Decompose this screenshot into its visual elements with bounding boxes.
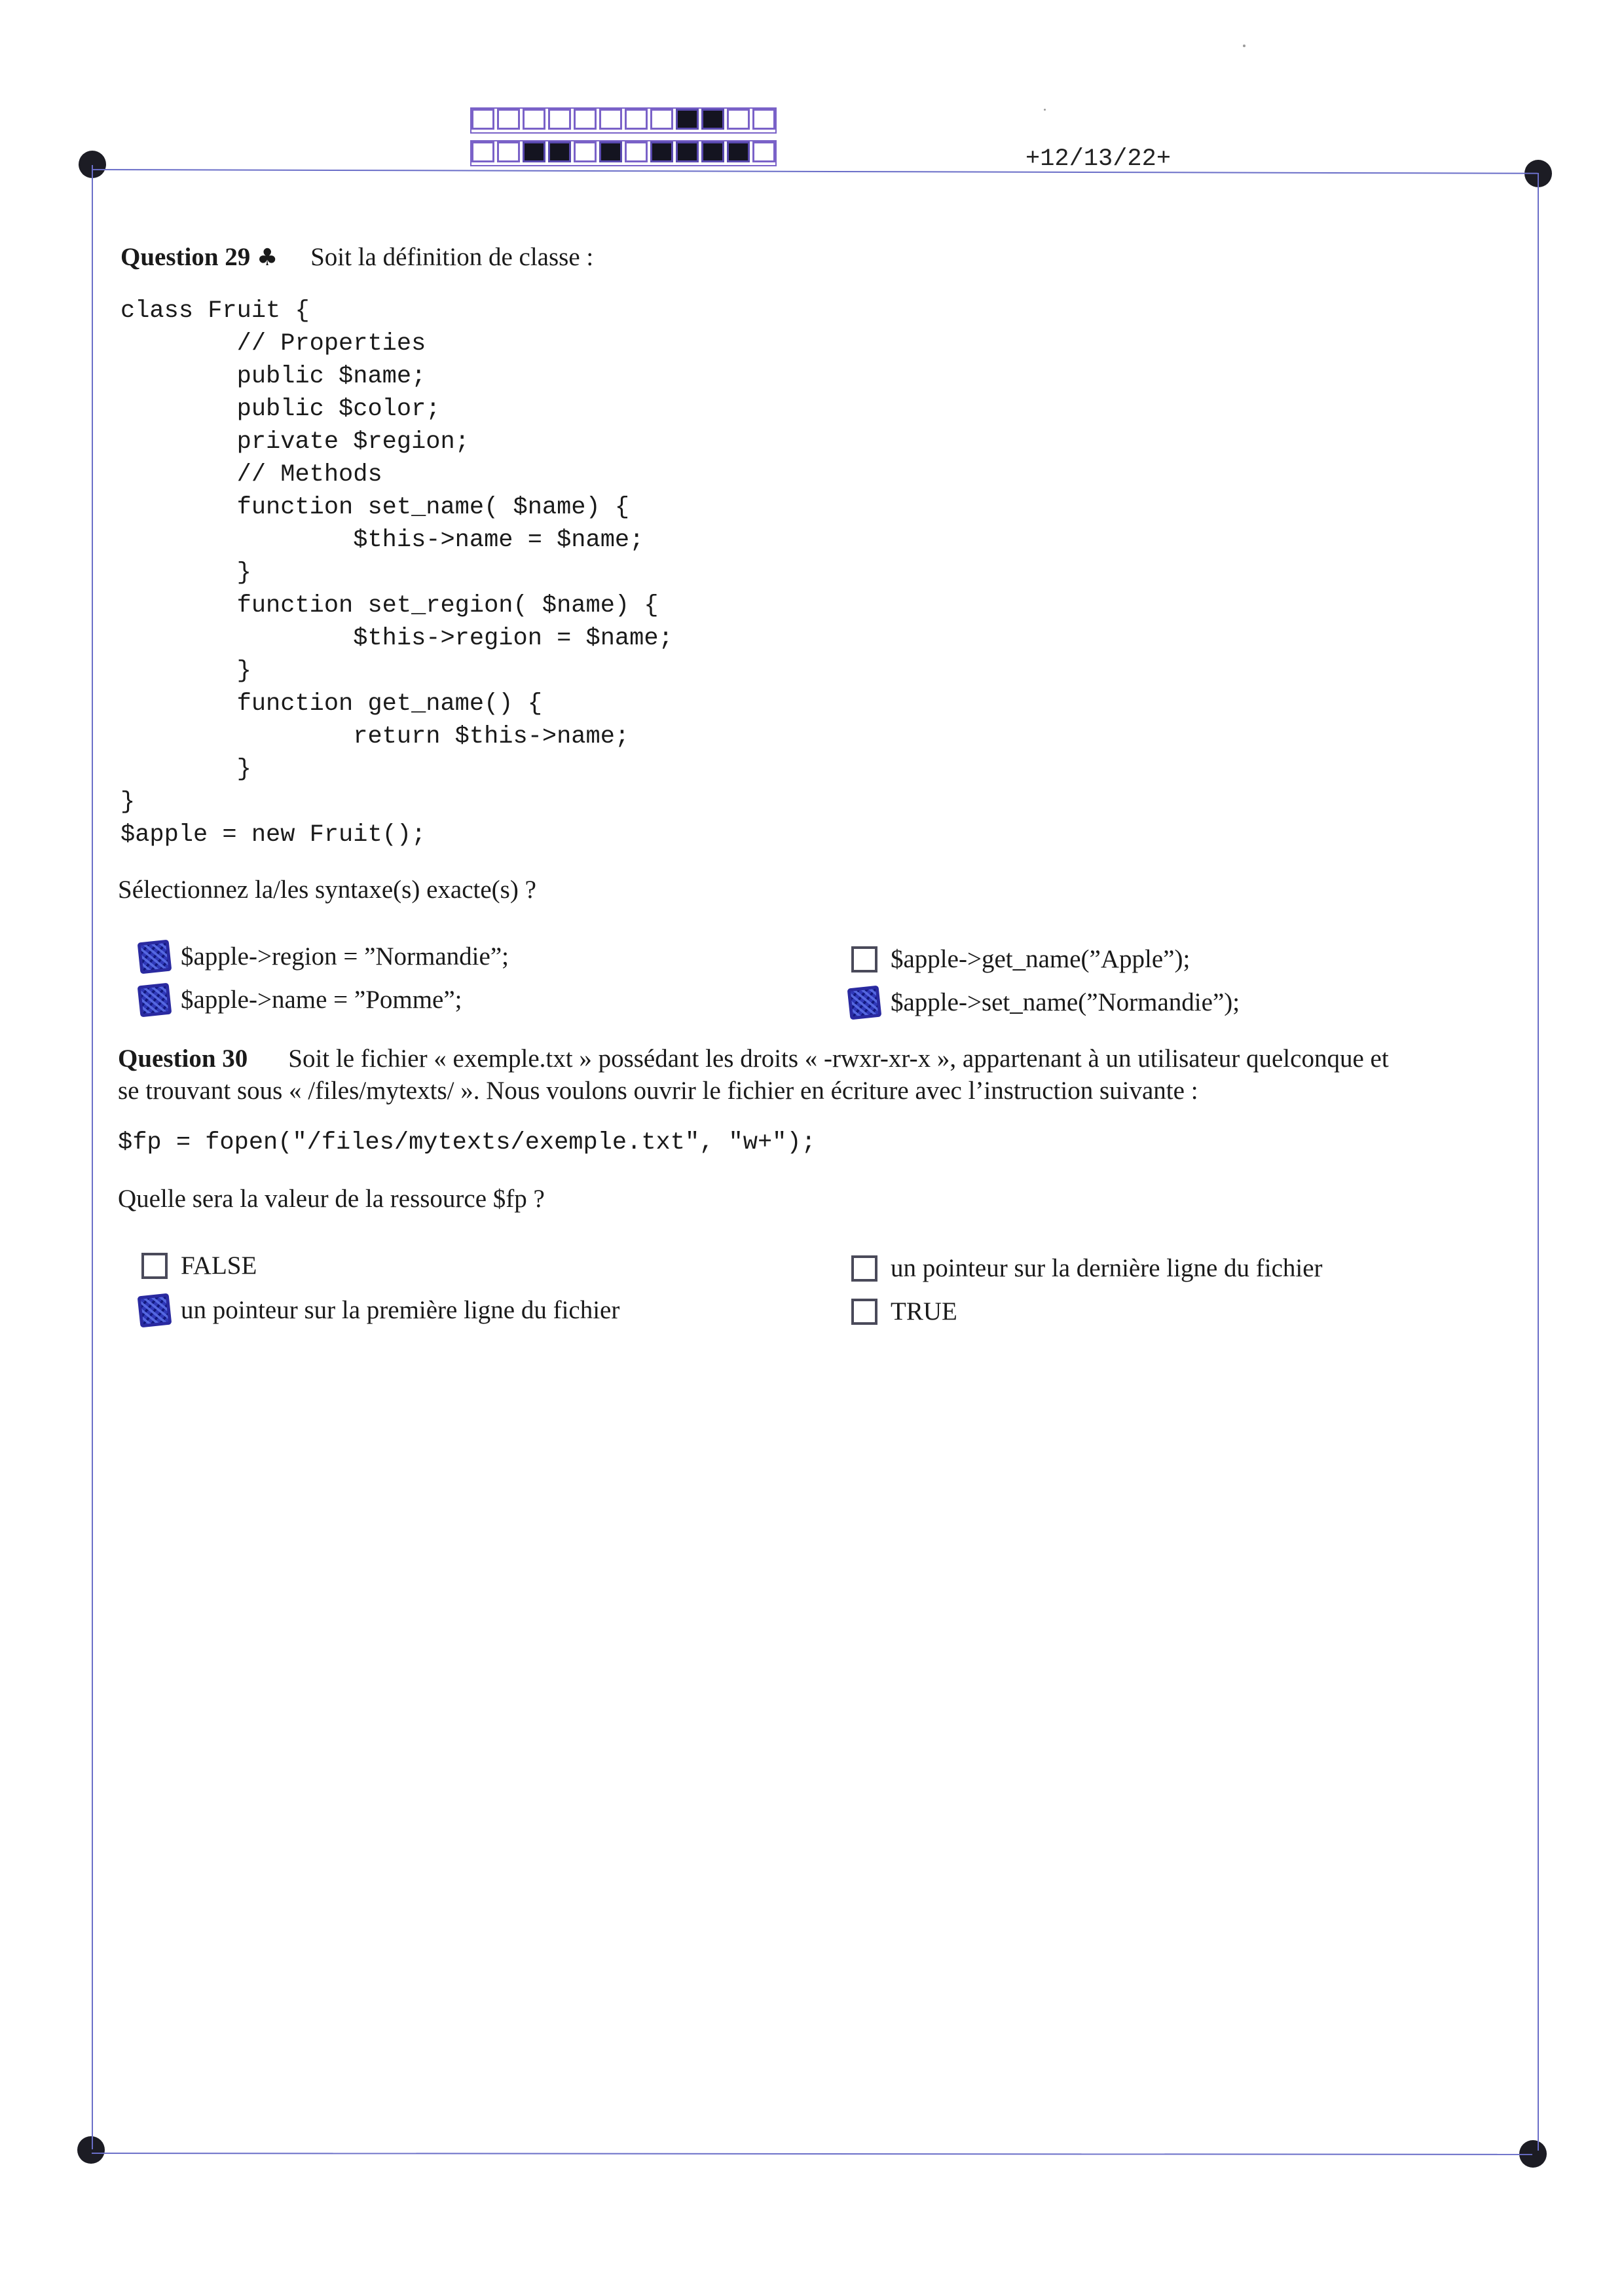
frame-left-line: [92, 165, 93, 2149]
option-label: $apple->region = ”Normandie”;: [181, 942, 509, 971]
club-icon: ♣: [257, 244, 278, 271]
code-box-cell: [599, 141, 622, 162]
q29-option-2[interactable]: [141, 985, 462, 1014]
registration-mark-bottom-left: [77, 2136, 105, 2164]
question-29-code: class Fruit { // Properties public $name; public $color; private $region; // Methods function set_name( $name) { $this->name = $name; } function set_region( $name) { $this->region = $name; } function get_name() { return $this->name; } } $apple = new Fruit();: [120, 297, 673, 849]
code-box-cell: [574, 141, 597, 162]
checkbox[interactable]: [138, 1293, 172, 1327]
code-box-cell: [548, 109, 571, 130]
code-box-cell: [574, 109, 597, 130]
q29-option-1[interactable]: [141, 942, 509, 971]
question-29-prompt: Sélectionnez la/les syntaxe(s) exacte(s) ?: [118, 876, 536, 904]
option-label: FALSE: [181, 1251, 257, 1280]
code-box-cell: [701, 109, 724, 130]
code-box-cell: [752, 141, 775, 162]
question-29-intro: Soit la définition de classe :: [310, 243, 594, 271]
code-box-cell: [548, 141, 571, 162]
checkbox[interactable]: [851, 946, 877, 972]
sheet-id: +12/13/22+: [1025, 145, 1172, 173]
checkbox[interactable]: [851, 1255, 877, 1282]
code-box-cell: [650, 141, 673, 162]
code-box-cell: [497, 141, 520, 162]
code-box-cell: [650, 109, 673, 130]
question-30-prompt: Quelle sera la valeur de la ressource $fp ?: [118, 1185, 545, 1213]
option-label: $apple->name = ”Pomme”;: [181, 986, 462, 1014]
option-label: $apple->get_name(”Apple”);: [891, 945, 1190, 973]
code-box-row-1: [470, 107, 777, 134]
question-29-label: Question 29: [120, 243, 251, 271]
code-box-cell: [701, 141, 724, 162]
question-30-intro-line-1: Soit le fichier « exemple.txt » possédant les droits « -rwxr-xr-x », appartenant à un utilisateur quelconque et: [288, 1045, 1389, 1073]
code-box-cell: [471, 109, 494, 130]
q30-option-4[interactable]: [851, 1297, 957, 1326]
scan-speck: [1044, 109, 1046, 111]
code-box-cell: [497, 109, 520, 130]
code-box-cell: [676, 141, 699, 162]
q30-option-2[interactable]: [141, 1295, 619, 1325]
code-box-cell: [752, 109, 775, 130]
q30-option-1[interactable]: [141, 1251, 257, 1280]
checkbox[interactable]: [138, 982, 172, 1017]
checkbox[interactable]: [851, 1299, 877, 1325]
code-box-cell: [676, 109, 699, 130]
code-box-cell: [727, 141, 750, 162]
q30-option-3[interactable]: [851, 1253, 1323, 1283]
question-30-intro-line-2: se trouvant sous « /files/mytexts/ ». Nous voulons ouvrir le fichier en écriture avec l’instruction suivante :: [118, 1077, 1198, 1105]
checkbox[interactable]: [847, 985, 882, 1020]
code-box-cell: [727, 109, 750, 130]
question-30-label: Question 30: [118, 1045, 248, 1073]
checkbox[interactable]: [138, 939, 172, 974]
question-30-intro: [118, 1043, 1519, 1107]
frame-right-line: [1538, 173, 1539, 2151]
code-box-cell: [523, 141, 545, 162]
frame-top-line: [93, 169, 1538, 174]
scan-speck: [1243, 45, 1246, 47]
question-30-code: $fp = fopen("/files/mytexts/exemple.txt", "w+");: [118, 1129, 816, 1157]
option-label: un pointeur sur la première ligne du fichier: [181, 1296, 620, 1324]
checkbox[interactable]: [141, 1253, 168, 1279]
q29-option-4[interactable]: [851, 988, 1240, 1017]
code-box-cell: [625, 141, 648, 162]
option-label: $apple->set_name(”Normandie”);: [891, 988, 1240, 1016]
option-label: un pointeur sur la dernière ligne du fichier: [891, 1254, 1323, 1282]
option-label: TRUE: [891, 1297, 957, 1325]
frame-bottom-line: [92, 2153, 1532, 2155]
code-box-cell: [599, 109, 622, 130]
question-29-header: [120, 242, 593, 272]
code-box-cell: [471, 141, 494, 162]
code-box-cell: [523, 109, 545, 130]
code-box-row-2: [470, 140, 777, 166]
q29-option-3[interactable]: [851, 944, 1190, 974]
code-box-cell: [625, 109, 648, 130]
